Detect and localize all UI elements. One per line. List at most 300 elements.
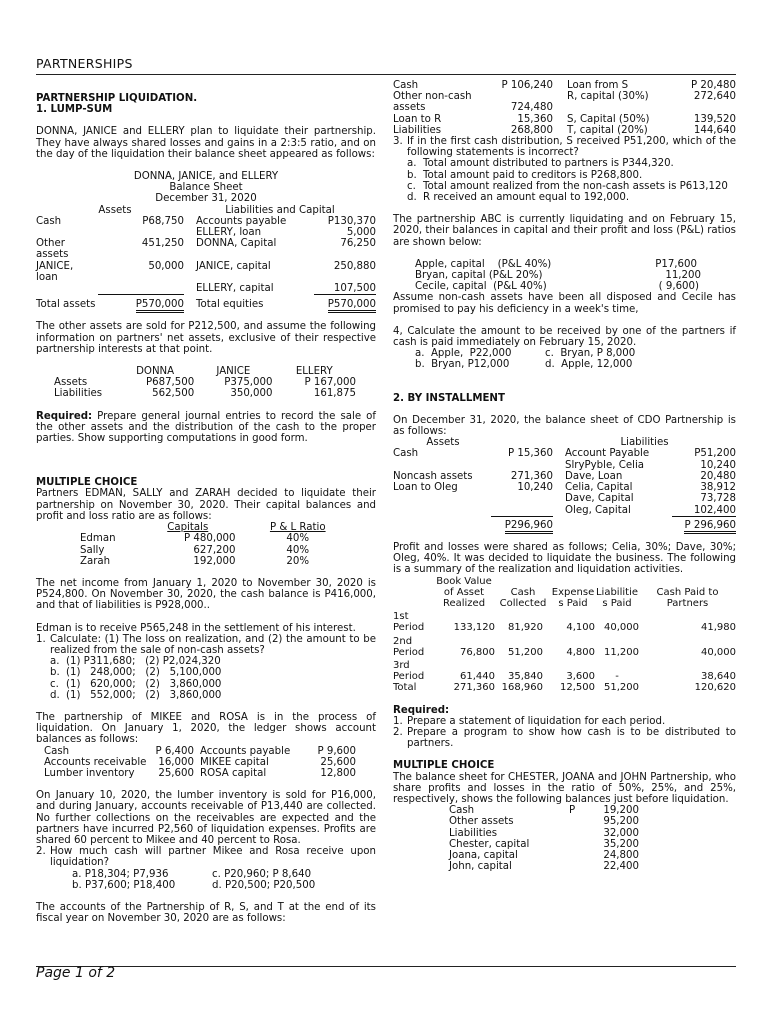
- chester-cell: [569, 850, 581, 861]
- cdo-cell: Dave, Loan: [565, 470, 623, 482]
- bs-total-label: Total assets: [36, 298, 96, 310]
- list-item: [36, 656, 376, 667]
- bs-title-line2: Balance Sheet: [169, 182, 243, 194]
- real-cell: 51,200: [604, 682, 639, 694]
- abc-cell: P17,600: [655, 258, 697, 270]
- cdo-cell: 10,240: [700, 459, 736, 471]
- bs-head-liab: Liabilities and Capital: [225, 204, 335, 216]
- ledger-cell: 25,600: [320, 756, 356, 768]
- rst-cell: P 106,240: [501, 80, 553, 91]
- list-item: [393, 170, 736, 181]
- real-cell: 120,620: [694, 682, 736, 694]
- rst-cell: [485, 91, 553, 102]
- opt-letter: d.: [50, 689, 60, 701]
- realization-table: [393, 576, 736, 694]
- chester-cell: 32,000: [603, 827, 639, 839]
- real-cell: 168,960: [501, 682, 543, 694]
- required-paragraph: [36, 411, 376, 445]
- real-head: Liabilities Paid: [595, 586, 638, 609]
- real-cell: Total: [393, 682, 417, 694]
- required-text: Prepare general journal entries to record the sale of the other assets and the distribution of the cash to the proper parties. Show supporting computations in good form.: [36, 410, 376, 445]
- other-assets-paragraph: The other assets are sold for P212,500, and assume the following information on partners' net assets, exclusive of their respective partnership interests at that point.: [36, 321, 376, 355]
- chester-cell: [569, 816, 581, 827]
- na-cell: P687,500: [145, 377, 195, 389]
- real-cell: 76,800: [460, 646, 495, 658]
- cap-head: P & L Ratio: [269, 522, 326, 534]
- assume-paragraph: Assume non-cash assets have been all disposed and Cecile has promised to pay his deficiency in a week's time,: [393, 292, 736, 315]
- cdo-cell: SlryPyble, Celia: [565, 459, 645, 471]
- opt-text: b. Bryan, P12,000: [415, 359, 510, 371]
- real-cell: 81,920: [508, 622, 543, 634]
- bs-total-assets: P570,000: [136, 299, 184, 313]
- bs-cell: JANICE, loan: [36, 260, 74, 283]
- table-row: [393, 505, 736, 517]
- rst-table: [393, 80, 736, 136]
- opt-text: Total amount paid to creditors is P268,800.: [423, 169, 643, 181]
- chester-cell: Cash: [449, 805, 475, 817]
- mc-intro: Partners EDMAN, SALLY and ZARAH decided to liquidate their partnership on November 30, 2020. Their capital balances and profit and loss ratio are as follows:: [36, 488, 376, 522]
- cap-cell: Edman: [80, 533, 116, 545]
- table-row: [449, 861, 639, 872]
- installment-heading: 2. BY INSTALLMENT: [393, 392, 505, 404]
- req-text: Prepare a program to show how cash is to be distributed to partners.: [407, 726, 736, 750]
- cdo-head: Liabilities: [620, 437, 669, 449]
- chester-cell: 95,200: [603, 816, 639, 828]
- list-item: [36, 679, 376, 690]
- table-row: [449, 839, 639, 850]
- table-row: [72, 880, 362, 891]
- rst-cell: 139,520: [693, 113, 736, 125]
- required-label-2: Required:: [393, 704, 450, 716]
- real-cell: 11,200: [604, 646, 639, 658]
- chester-cell: Joana, capital: [449, 849, 518, 861]
- ledger-cell: P 9,600: [317, 745, 356, 757]
- opt-letter: c.: [407, 180, 416, 192]
- q1-text: Calculate: (1) The loss on realization, and (2) the amount to be realized from the sale of non-cash assets?: [50, 633, 376, 656]
- opt-text: d. P20,500; P20,500: [212, 879, 316, 891]
- bs-cell: [98, 227, 184, 238]
- cdo-head: Assets: [426, 437, 460, 449]
- cdo-cell: [393, 505, 491, 517]
- real-cell: 40,000: [701, 646, 736, 658]
- right-column: [393, 80, 736, 872]
- opt-text: (1) 248,000; (2) 5,100,000: [66, 667, 222, 679]
- abc-cell: ( 9,600): [658, 281, 699, 293]
- cdo-cell: Dave, Capital: [565, 493, 634, 505]
- chester-cell: Other assets: [449, 816, 514, 828]
- opt-text: (1) P311,680; (2) P2,024,320: [66, 656, 221, 668]
- table-row: [72, 869, 362, 880]
- q3-number: 3.: [393, 136, 403, 148]
- edman-paragraph: Edman is to receive P565,248 in the settlement of his interest.: [36, 622, 356, 634]
- q2-options: [72, 869, 362, 891]
- real-cell: 2nd Period: [393, 635, 425, 658]
- cdo-cell: 38,912: [700, 482, 736, 494]
- real-cell: 61,440: [460, 671, 495, 683]
- table-row: [36, 377, 356, 388]
- footer-rule: [36, 966, 736, 967]
- ledger-cell: ROSA capital: [200, 767, 267, 779]
- q2-text: How much cash will partner Mikee and Rosa receive upon liquidation?: [50, 846, 376, 869]
- list-item: [393, 727, 736, 749]
- real-head: Book Value of Asset Realized: [436, 575, 492, 609]
- cap-cell: P 480,000: [184, 533, 236, 545]
- table-row: [80, 556, 350, 567]
- cap-cell: 20%: [286, 555, 310, 567]
- rst-cell: 272,640: [693, 91, 736, 103]
- bs-cell: Other assets: [36, 238, 69, 261]
- mc-heading-2: MULTIPLE CHOICE: [393, 760, 495, 772]
- question-2: [36, 846, 376, 868]
- question-3: [393, 136, 736, 158]
- real-cell: 271,360: [453, 682, 495, 694]
- bs-cell: 107,500: [314, 283, 376, 295]
- table-row: [393, 682, 736, 693]
- table-row: [393, 658, 736, 682]
- opt-letter: d.: [407, 192, 417, 204]
- cdo-total-liab: P 296,960: [684, 520, 736, 534]
- na-cell: 161,875: [313, 388, 356, 400]
- cdo-cell: 10,240: [517, 482, 553, 494]
- chester-cell: 35,200: [603, 838, 639, 850]
- bs-cell: JANICE, capital: [196, 260, 271, 272]
- capitals-table: [80, 522, 350, 567]
- table-row: [393, 114, 736, 125]
- opt-letter: b.: [50, 667, 60, 679]
- cap-head: Capitals: [167, 522, 209, 534]
- real-cell: 51,200: [508, 646, 543, 658]
- cdo-cell: Celia, Capital: [565, 482, 633, 494]
- cdo-cell: [491, 505, 553, 517]
- ledger-cell: P 6,400: [155, 745, 194, 757]
- list-item: [393, 158, 736, 169]
- table-row: [449, 828, 639, 839]
- pl-paragraph: Profit and losses were shared as follows; Celia, 30%; Dave, 30%; Oleg, 40%. It was decided to liquidate the business. The following is a summary of the realization and liquidation activities.: [393, 541, 736, 576]
- cdo-cell: P 15,360: [507, 448, 553, 460]
- req-text: Prepare a statement of liquidation for each period.: [407, 715, 666, 727]
- table-row: [36, 261, 376, 283]
- mikee-ledger-table: [44, 746, 356, 780]
- cdo-cell: [491, 460, 553, 471]
- opt-letter: b.: [407, 169, 417, 181]
- real-cell: 3,600: [566, 671, 595, 683]
- cdo-cell: Noncash assets: [393, 470, 473, 482]
- cdo-cell: [393, 493, 491, 504]
- table-row: [393, 609, 736, 633]
- chester-cell: Liabilities: [449, 827, 498, 839]
- cap-cell: Sally: [80, 544, 105, 556]
- rst-cell: Other non-cash: [393, 91, 472, 103]
- rst-cell: Loan to R: [393, 113, 442, 125]
- na-cell: 562,500: [152, 388, 195, 400]
- chester-paragraph: The balance sheet for CHESTER, JOANA and JOHN Partnership, who share profits and losses in the ratio of 50%, 25%, and 25%, respectively, shows the following balances just before liquidation.: [393, 771, 736, 805]
- na-head: ELLERY: [295, 366, 333, 378]
- real-cell: 38,640: [701, 671, 736, 683]
- na-cell: P 167,000: [304, 377, 356, 389]
- cdo-cell: 73,728: [700, 493, 736, 505]
- cap-cell: 192,000: [193, 555, 236, 567]
- rst-cell: Cash: [393, 80, 419, 91]
- table-row: [44, 768, 356, 779]
- rst-cell: 724,480: [510, 102, 553, 114]
- ledger-cell: 12,800: [320, 767, 356, 779]
- na-cell: Liabilities: [54, 388, 103, 400]
- table-row: [393, 482, 736, 493]
- jan10-paragraph: On January 10, 2020, the lumber inventory is sold for P16,000, and during January, accounts receivable of P13,440 are collected. No further collections on the receivables are expected and the partners have incurred P2,560 of liquidation expenses. Profits are shared 60 percent to Mikee and 40 percent to Rosa.: [36, 790, 376, 846]
- table-row-total: [393, 516, 736, 531]
- bs-cell: Cash: [36, 215, 62, 227]
- cdo-total-assets: P296,960: [505, 520, 553, 534]
- chester-cell: 19,200: [603, 805, 639, 817]
- bs-cell: P68,750: [142, 215, 184, 227]
- opt-text: a. P18,304; P7,936: [72, 868, 169, 880]
- bs-cell: ELLERY, capital: [196, 283, 274, 295]
- table-row: [449, 850, 639, 861]
- ledger-cell: Accounts receivable: [44, 756, 147, 768]
- table-row: [36, 238, 376, 260]
- table-row: [415, 259, 715, 270]
- q3-options: [393, 158, 736, 203]
- required-list: [393, 716, 736, 750]
- q4-options: [415, 348, 675, 370]
- cap-cell: Zarah: [80, 555, 111, 567]
- cdo-cell: 271,360: [510, 470, 553, 482]
- rst-cell: S, Capital (50%): [567, 113, 650, 125]
- real-cell: 12,500: [560, 682, 595, 694]
- opt-text: d. Apple, 12,000: [545, 359, 633, 371]
- bs-cell: [36, 283, 98, 295]
- bs-cell: DONNA, Capital: [196, 238, 277, 250]
- chester-cell: John, capital: [449, 861, 512, 873]
- bs-cell: Accounts payable: [196, 215, 287, 227]
- list-item: [36, 690, 376, 701]
- abc-cell: Bryan, capital (P&L 20%): [415, 270, 543, 282]
- real-cell: 1st Period: [393, 611, 425, 634]
- chester-cell: 24,800: [603, 849, 639, 861]
- rst-cell: [678, 102, 736, 113]
- cdo-cell: [393, 460, 491, 471]
- ledger-cell: 16,000: [158, 756, 194, 768]
- question-1: [36, 634, 376, 656]
- abc-cell: 11,200: [665, 270, 701, 282]
- rst-cell: 15,360: [517, 113, 553, 125]
- cdo-cell: 20,480: [700, 470, 736, 482]
- ledger-cell: Accounts payable: [200, 745, 291, 757]
- req-number: 2.: [393, 726, 403, 738]
- real-head: Cash Paid to Partners: [656, 586, 719, 609]
- bs-total-equities-label: Total equities: [196, 298, 264, 310]
- page-number: Page 1 of 2: [36, 965, 116, 981]
- lump-sum-heading: 1. LUMP-SUM: [36, 104, 113, 116]
- table-row: [393, 91, 736, 102]
- table-row: [80, 545, 350, 556]
- real-cell: 133,120: [453, 622, 495, 634]
- rst-cell: [553, 102, 678, 113]
- bs-cell: 50,000: [148, 260, 184, 272]
- balance-sheet-table: [36, 205, 376, 311]
- list-item: [393, 136, 736, 158]
- rst-cell: Liabilities: [393, 124, 442, 136]
- table-row: [415, 348, 675, 359]
- real-cell: 35,840: [508, 671, 543, 683]
- table-row: [44, 757, 356, 768]
- rst-cell: R, capital (30%): [567, 91, 649, 103]
- na-head: DONNA: [136, 366, 175, 378]
- opt-text: b. P37,600; P18,400: [72, 879, 176, 891]
- rst-cell: Loan from S: [567, 80, 629, 91]
- ledger-cell: MIKEE capital: [200, 756, 269, 768]
- rst-cell: 268,800: [510, 124, 553, 136]
- chester-table: [449, 805, 639, 872]
- table-row: [393, 102, 736, 113]
- req-number: 1.: [393, 715, 403, 727]
- cdo-cell: [491, 493, 553, 504]
- section-title: PARTNERSHIP LIQUIDATION.: [36, 93, 198, 104]
- bs-cell: 76,250: [340, 238, 376, 250]
- opt-text: (1) 620,000; (2) 3,860,000: [66, 678, 222, 690]
- bs-cell: P130,370: [327, 215, 376, 227]
- rst-cell: T, capital (20%): [567, 124, 648, 136]
- opt-text: a. Apple, P22,000: [415, 348, 512, 360]
- chester-cell: Chester, capital: [449, 838, 530, 850]
- opt-text: Total amount distributed to partners is P344,320.: [423, 158, 674, 170]
- cdo-paragraph: On December 31, 2020, the balance sheet of CDO Partnership is as follows:: [393, 414, 736, 438]
- chester-cell: [569, 828, 581, 839]
- table-row: [393, 460, 736, 471]
- chester-cell: P: [569, 805, 576, 817]
- net-assets-table: [36, 366, 356, 400]
- bs-cell: 451,250: [141, 238, 184, 250]
- cdo-cell: Oleg, Capital: [565, 504, 631, 516]
- table-row: [415, 359, 675, 370]
- cdo-cell: P51,200: [694, 448, 736, 460]
- cap-cell: 40%: [286, 544, 310, 556]
- header-rule: [36, 74, 736, 75]
- opt-letter: c.: [50, 678, 59, 690]
- opt-text: c. Bryan, P 8,000: [545, 348, 636, 360]
- q1-options: [36, 656, 376, 701]
- table-row-total: [36, 295, 376, 311]
- bs-title-line3: December 31, 2020: [155, 193, 257, 205]
- cdo-cell: Loan to Oleg: [393, 482, 458, 494]
- rst-cell: P 20,480: [690, 80, 736, 91]
- opt-text: (1) 552,000; (2) 3,860,000: [66, 689, 222, 701]
- real-cell: 3rd Period: [393, 659, 425, 683]
- na-cell: P375,000: [224, 377, 273, 389]
- real-cell: -: [615, 671, 619, 683]
- mc-heading: MULTIPLE CHOICE: [36, 477, 138, 489]
- table-row: [80, 533, 350, 544]
- na-head: JANICE: [216, 366, 251, 378]
- bs-cell: [98, 283, 184, 295]
- table-row: [393, 634, 736, 658]
- list-item: [36, 634, 376, 656]
- list-item: [36, 846, 376, 868]
- cdo-cell: Cash: [393, 448, 419, 460]
- cap-cell: 627,200: [193, 544, 236, 556]
- list-item: [36, 667, 376, 678]
- chester-cell: 22,400: [603, 861, 639, 873]
- opt-text: R received an amount equal to 192,000.: [423, 192, 630, 204]
- table-row: [449, 816, 639, 827]
- table-row: [36, 216, 376, 227]
- q2-number: 2.: [36, 846, 46, 858]
- table-row: [36, 283, 376, 295]
- list-item: [393, 181, 736, 192]
- table-header-row: [393, 576, 736, 610]
- opt-text: c. P20,960; P 8,640: [212, 868, 312, 880]
- table-row: [449, 805, 639, 816]
- mikee-paragraph: The partnership of MIKEE and ROSA is in the process of liquidation. On January 1, 2020, the ledger shows account balances as follows:: [36, 711, 376, 746]
- net-income-paragraph: The net income from January 1, 2020 to November 30, 2020 is P524,800. On November 30, 2020, the cash balance is P416,000, and that of liabilities is P928,000..: [36, 577, 376, 612]
- table-row: [393, 125, 736, 136]
- rst-cell: assets: [393, 102, 426, 114]
- opt-letter: a.: [50, 656, 60, 668]
- ledger-cell: Lumber inventory: [44, 767, 135, 779]
- bs-total-equities: P570,000: [328, 299, 376, 313]
- real-cell: 4,800: [566, 646, 595, 658]
- list-item: [393, 716, 736, 727]
- ledger-cell: Cash: [44, 745, 70, 757]
- chester-cell: [569, 839, 581, 850]
- q3-text: If in the first cash distribution, S received P51,200, which of the following statements is incorrect?: [407, 136, 736, 159]
- table-row: [36, 227, 376, 238]
- table-row: [393, 493, 736, 504]
- required-label: Required:: [36, 410, 93, 422]
- bs-title-line1: DONNA, JANICE, and ELLERY: [133, 171, 279, 183]
- bs-cell: [36, 227, 98, 238]
- abc-paragraph: The partnership ABC is currently liquidating and on February 15, 2020, their balances in capital and their profit and loss (P&L) ratios are shown below:: [393, 214, 736, 248]
- table-row: [415, 270, 715, 281]
- real-cell: 41,980: [701, 622, 736, 634]
- list-item: [393, 192, 736, 203]
- chester-cell: [569, 861, 581, 872]
- real-head: Cash Collected: [499, 586, 547, 609]
- q4-paragraph: 4, Calculate the amount to be received by one of the partners if cash is paid immediately on February 15, 2020.: [393, 325, 736, 349]
- rst-paragraph: The accounts of the Partnership of R, S, and T at the end of its fiscal year on November 30, 2020 are as follows:: [36, 901, 376, 925]
- rst-cell: 144,640: [693, 124, 736, 136]
- table-row: [393, 448, 736, 459]
- q1-number: 1.: [36, 633, 46, 645]
- bs-cell: ELLERY, loan: [196, 227, 262, 239]
- page-header: PARTNERSHIPS: [36, 56, 133, 71]
- cap-cell: 40%: [286, 533, 310, 545]
- cdo-cell: Account Payable: [565, 448, 650, 460]
- table-row: [44, 746, 356, 757]
- abc-table: [415, 259, 715, 293]
- abc-cell: Cecile, capital (P&L 40%): [415, 281, 547, 293]
- table-row: [393, 471, 736, 482]
- left-column: [36, 80, 376, 924]
- opt-letter: a.: [407, 158, 417, 170]
- real-cell: 4,100: [566, 622, 595, 634]
- real-cell: 40,000: [604, 622, 639, 634]
- intro-paragraph: DONNA, JANICE and ELLERY plan to liquidate their partnership. They have always shared losses and gains in a 2:3:5 ratio, and on the day of the liquidation their balance sheet appeared as follows:: [36, 126, 376, 160]
- cdo-cell: 102,400: [672, 505, 736, 517]
- cdo-balance-table: [393, 437, 736, 531]
- na-cell: Assets: [54, 377, 88, 389]
- ledger-cell: 25,600: [158, 767, 194, 779]
- bs-cell: 5,000: [346, 227, 376, 239]
- table-row: [415, 281, 715, 292]
- table-row: [393, 80, 736, 91]
- bs-head-assets: Assets: [98, 204, 132, 216]
- na-cell: 350,000: [230, 388, 273, 400]
- table-row: [36, 388, 356, 399]
- bs-cell: 250,880: [333, 260, 376, 272]
- opt-text: Total amount realized from the non-cash assets is P613,120: [423, 180, 728, 192]
- abc-cell: Apple, capital (P&L 40%): [415, 258, 552, 270]
